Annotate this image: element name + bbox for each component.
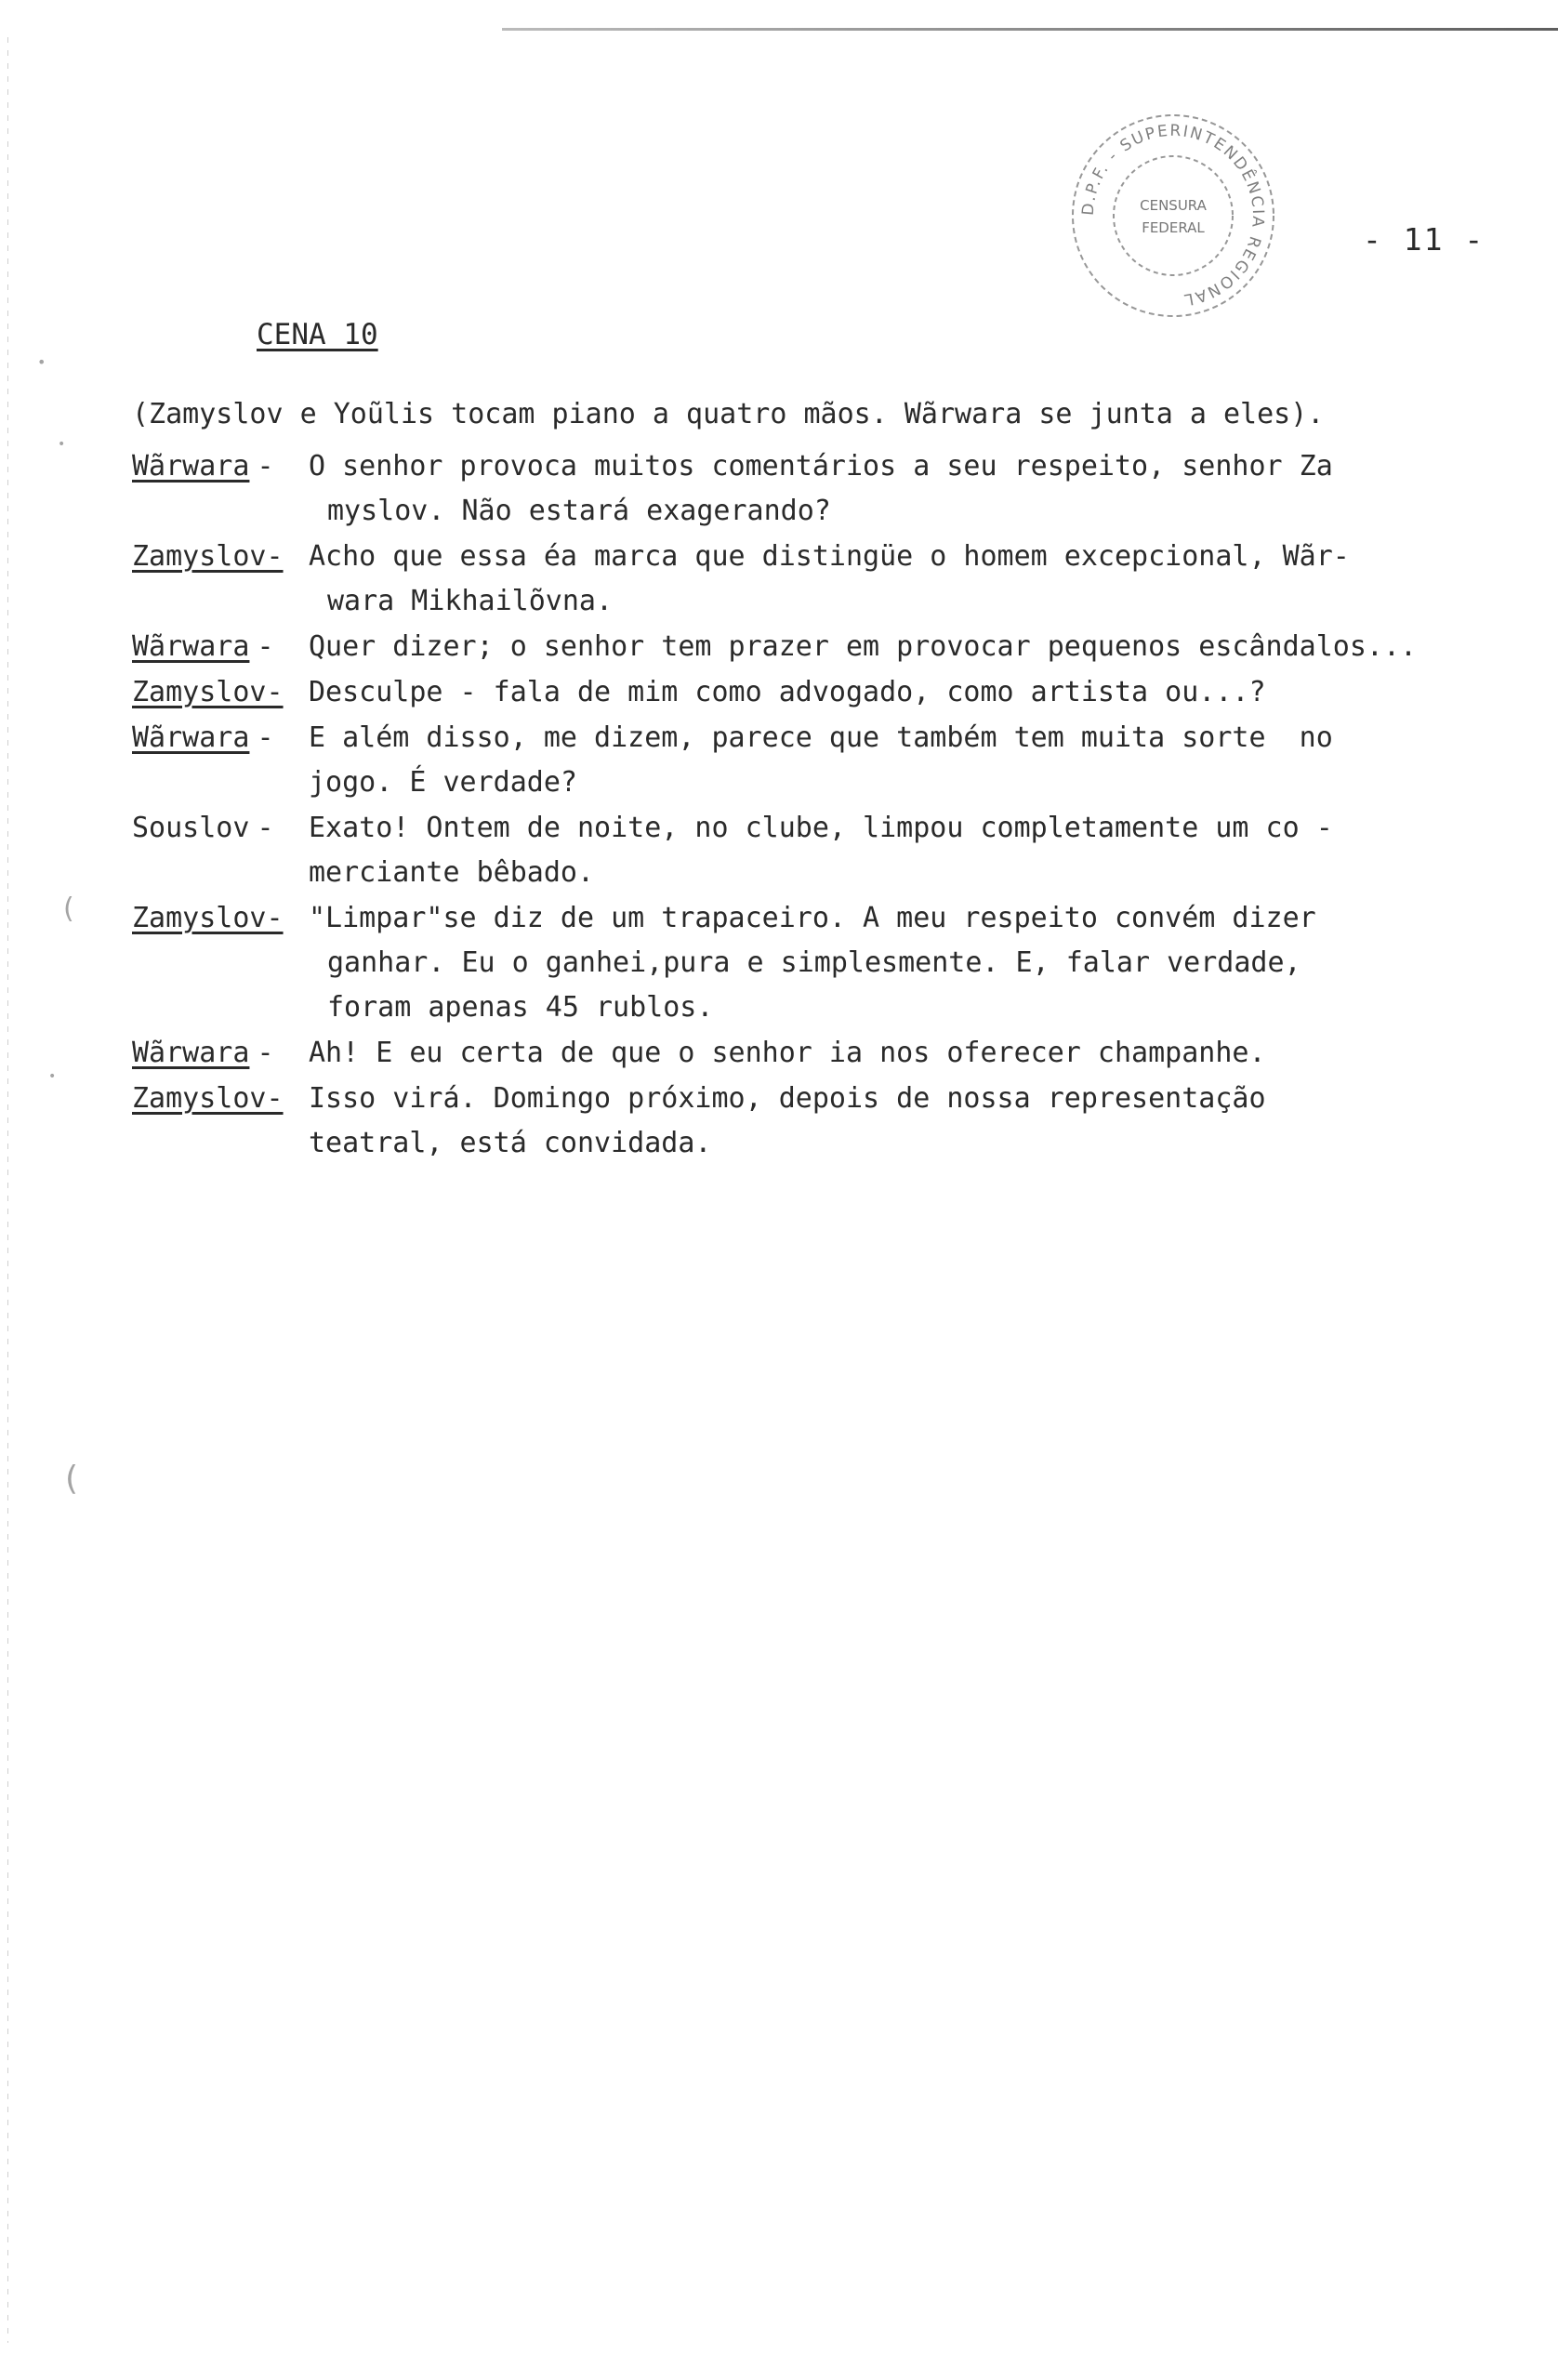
dialogue-entry — [132, 896, 1471, 1030]
speaker-name: Zamyslov- — [132, 676, 284, 708]
speech-line: Acho que essa éa marca que distingüe o homem excepcional, Wãr- — [309, 540, 1350, 573]
scene-title: CENA 10 — [257, 318, 378, 351]
speaker-name: Zamyslov- — [132, 540, 284, 573]
speech-line: "Limpar"se diz de um trapaceiro. A meu respeito convém dizer — [309, 902, 1316, 934]
dialogue-entry — [132, 1077, 1471, 1166]
speech-text — [309, 896, 1471, 1030]
speech-text — [309, 1077, 1471, 1166]
speech-line: Isso virá. Domingo próximo, depois de nossa representação — [309, 1082, 1266, 1115]
speech-text — [309, 670, 1471, 715]
dialogue-entry — [132, 444, 1471, 534]
speech-text — [309, 535, 1471, 624]
scan-mark: • — [37, 353, 46, 371]
speech-text — [309, 716, 1471, 805]
speech-line: Desculpe - fala de mim como advogado, como artista ou...? — [309, 676, 1266, 708]
dialogue-block — [132, 444, 1471, 1167]
speech-line: E além disso, me dizem, parece que também tem muita sorte no — [309, 721, 1333, 754]
scan-mark: ( — [65, 1460, 79, 1498]
dialogue-entry — [132, 670, 1471, 715]
speaker-dash: - — [257, 1037, 274, 1069]
speech-text — [309, 1031, 1471, 1076]
dialogue-entry — [132, 1031, 1471, 1076]
top-scan-rule — [502, 28, 1558, 31]
speech-line: teatral, está convidada. — [309, 1127, 712, 1159]
stamp-seal-icon — [1067, 110, 1279, 322]
speech-line: merciante bêbado. — [309, 856, 595, 889]
speech-line: foram apenas 45 rublos. — [327, 991, 714, 1024]
stamp-outer-text: D.P.F. - SUPERINTENDÊNCIA REGIONAL — [1078, 121, 1268, 310]
speaker-name: Wãrwara — [132, 450, 250, 483]
censorship-stamp — [1067, 110, 1279, 322]
speaker-dash: - — [257, 630, 274, 663]
svg-text:D.P.F. - SUPERINTENDÊNCIA REGI — [1079, 122, 1267, 310]
speech-text — [309, 444, 1471, 534]
scan-mark: ( — [63, 892, 74, 925]
speech-line: ganhar. Eu o ganhei,pura e simplesmente. E, falar verdade, — [327, 946, 1301, 979]
speaker-name: Wãrwara — [132, 1037, 250, 1069]
speech-text — [309, 625, 1471, 669]
speech-line: Quer dizer; o senhor tem prazer em provocar pequenos escândalos... — [309, 630, 1418, 663]
speech-line: Ah! E eu certa de que o senhor ia nos oferecer champanhe. — [309, 1037, 1266, 1069]
speaker-name: Souslov — [132, 812, 250, 844]
speech-line: wara Mikhailõvna. — [327, 585, 614, 617]
speaker-name: Wãrwara — [132, 630, 250, 663]
stamp-inner-line-1: CENSURA — [1140, 197, 1207, 214]
speech-line: Exato! Ontem de noite, no clube, limpou completamente um co - — [309, 812, 1333, 844]
speaker-dash: - — [257, 450, 274, 483]
scan-mark: • — [48, 1069, 57, 1084]
dialogue-entry — [132, 535, 1471, 624]
speaker-dash: - — [257, 721, 274, 754]
scan-margin-line — [7, 37, 8, 2343]
speaker-dash: - — [257, 812, 274, 844]
speaker-name: Zamyslov- — [132, 1082, 284, 1115]
scan-mark: • — [58, 437, 66, 452]
speech-line: myslov. Não estará exagerando? — [327, 495, 831, 527]
page-number: - 11 - — [1363, 221, 1485, 258]
speaker-name: Zamyslov- — [132, 902, 284, 934]
dialogue-entry — [132, 806, 1471, 895]
dialogue-entry — [132, 625, 1471, 669]
stage-direction: (Zamyslov e Yoũlis tocam piano a quatro mãos. Wãrwara se junta a eles). — [132, 398, 1325, 430]
stamp-inner-line-2: FEDERAL — [1142, 219, 1205, 236]
speech-text — [309, 806, 1471, 895]
speech-line: jogo. É verdade? — [309, 766, 577, 799]
speech-line: O senhor provoca muitos comentários a seu respeito, senhor Za — [309, 450, 1333, 483]
speaker-name: Wãrwara — [132, 721, 250, 754]
dialogue-entry — [132, 716, 1471, 805]
